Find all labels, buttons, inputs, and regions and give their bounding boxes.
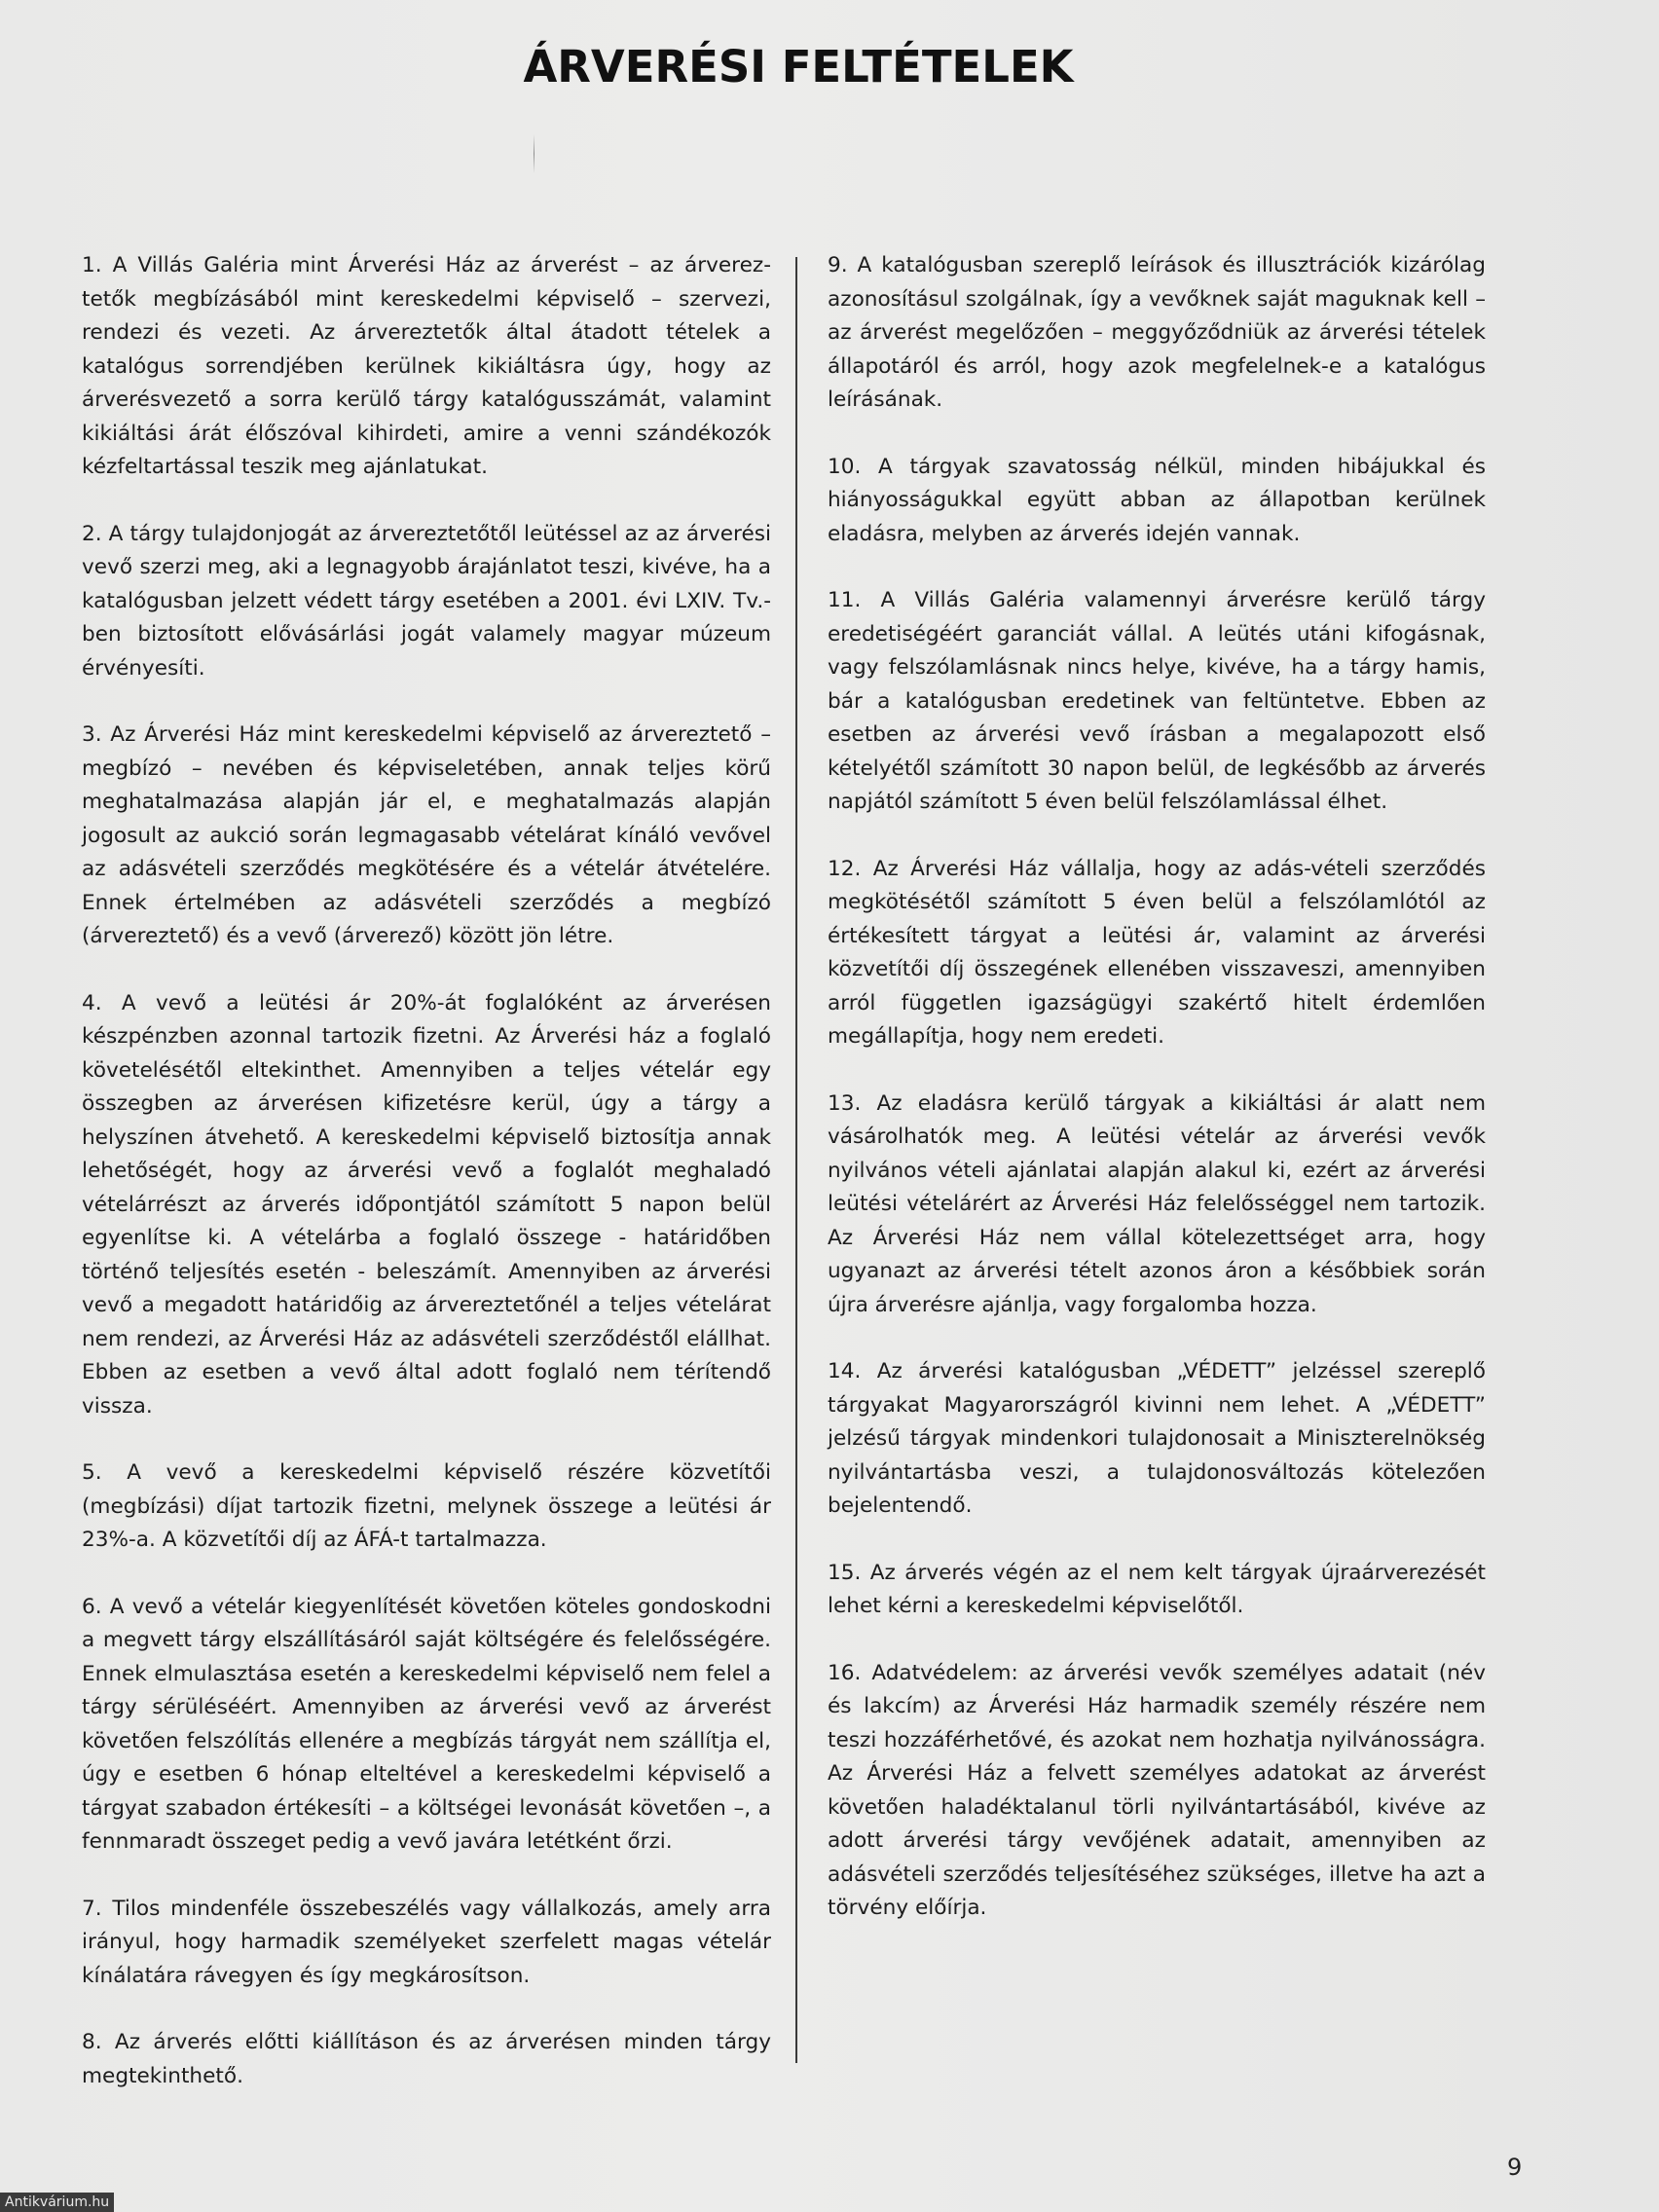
print-mark [534, 134, 535, 173]
condition-paragraph-7: 7. Tilos mindenféle összebeszélés vagy vállalkozás, amely arra irányul, hogy harmadik személyeket szerfelett magas vételár kínálatára rávegyen és így megkárosítson. [82, 1896, 771, 1988]
page-title: ÁRVERÉSI FELTÉTELEK [523, 41, 1074, 92]
condition-paragraph-4: 4. A vevő a leütési ár 20%-át foglalóként az árverésen készpénzben azonnal tartozik fizetni. Az Árverési ház a foglaló követelésétől eltekinthet. Amennyiben a teljes vételár egy összegben az árverésen kifizetésre kerül, úgy a tárgy a helyszínen átvehető. A kereskedelmi képviselő biztosítja annak lehetőségét, hogy az árverési vevő a foglalót meghaladó vételárrészt az árverés időpontjától számított 5 napon belül egyenlítse ki. A vételárba a foglaló összege - határidőben történő teljesítés esetén - beleszámít. Amennyiben az árverési vevő a megadott határidőig az árvereztetőnél a teljes vételárat nem rendezi, az Árverési Ház az adásvételi szerződéstől elállhat. Ebben az esetben a vevő által adott foglaló nem térítendő vissza. [82, 990, 771, 1419]
condition-paragraph-3: 3. Az Árverési Ház mint kereskedelmi képviselő az árvereztető – megbízó – nevében és képviseletében, annak teljes körű meghatalmazása alapján jár el, e meghatalmazás alapján jogosult az aukció során legmagasabb vételárat kínáló vevővel az adásvételi szerződés megkötésére és a vételár átvételére. Ennek értelmében az adásvételi szerződés a megbízó (árvereztető) és a vevő (árverező) között jön létre. [82, 722, 771, 948]
condition-paragraph-16: 16. Adatvédelem: az árverési vevők személyes adatait (név és lakcím) az Árverési Ház harmadik személy részére nem teszi hozzáférhetővé, és azokat nem hozhatja nyilvánosságra. Az Árverési Ház a felvett személyes adatokat az árverést követően haladéktalanul törli nyilvántartásából, kivéve az adott árverési tárgy vevőjének adatait, amennyiben az adásvételi szerződés teljesítéséhez szükséges, illetve ha azt a törvény előírja. [828, 1660, 1486, 1920]
condition-paragraph-14: 14. Az árverési katalógusban „VÉDETT” jelzéssel szereplő tárgyakat Magyarországról kivinni nem lehet. A „VÉDETT” jelzésű tárgyak mindenkori tulajdonosait a Miniszterelnökség nyilvántartásba veszi, a tulajdonosváltozás kötelezően bejelentendő. [828, 1359, 1486, 1518]
watermark: Antikvárium.hu [0, 2193, 114, 2212]
condition-paragraph-10: 10. A tárgyak szavatosság nélkül, minden hibájukkal és hiányosságukkal együtt abban az állapotban kerülnek eladásra, melyben az árverés idején vannak. [828, 454, 1486, 546]
condition-paragraph-9: 9. A katalógusban szereplő leírások és illusztrációk kizárólag azonosításul szolgálnak, így a vevőknek saját maguknak kell – az árverést megelőzően – meggyőződniük az árverési tételek állapotáról és arról, hogy azok megfelelnek-e a katalógus leírásának. [828, 253, 1486, 412]
condition-paragraph-15: 15. Az árverés végén az el nem kelt tárgyak újraárverezését lehet kérni a kereskedelmi képviselőtől. [828, 1560, 1486, 1618]
condition-paragraph-1: 1. A Villás Galéria mint Árverési Ház az árverést – az árvereztetők megbízásából mint kereskedelmi képviselő – szervezi, rendezi és vezeti. Az árvereztetők által átadott tételek a katalógus sorrendjében kerülnek kikiáltásra úgy, hogy az árverésvezető a sorra kerülő tárgy katalógusszámát, valamint kikiáltási árát élőszóval kihirdeti, amire a venni szándékozók kézfeltartással teszik meg ajánlatukat. [82, 253, 771, 479]
condition-paragraph-12: 12. Az Árverési Ház vállalja, hogy az adás-vételi szerződés megkötésétől számított 5 éven belül a felszólamlótól az értékesített tárgyat a leütési ár, valamint az árverési közvetítői díj összegének ellenében visszaveszi, amennyiben arról független igazságügyi szakértő hitelt érdemlően megállapítja, hogy nem eredeti. [828, 856, 1486, 1049]
right-column [828, 249, 1486, 1959]
condition-paragraph-5: 5. A vevő a kereskedelmi képviselő részére közvetítői (megbízási) díjat tartozik fizetni, melynek összege a leütési ár 23%-a. A közvetítői díj az ÁFÁ-t tartalmazza. [82, 1460, 771, 1552]
condition-paragraph-13: 13. Az eladásra kerülő tárgyak a kikiáltási ár alatt nem vásárolhatók meg. A leütési vételár az árverési vevők nyilvános vételi ajánlatai alapján alakul ki, ezért az árverési leütési vételárért az Árverési Ház felelősséggel nem tartozik. Az Árverési Ház nem vállal kötelezettséget arra, hogy ugyanazt az árverési tételt azonos áron a későbbiek során újra árverésre ajánlja, vagy forgalomba hozza. [828, 1090, 1486, 1317]
condition-paragraph-8: 8. Az árverés előtti kiállításon és az árverésen minden tárgy megtekinthető. [82, 2030, 771, 2088]
column-divider [795, 257, 797, 2063]
left-column [82, 249, 771, 2126]
condition-paragraph-11: 11. A Villás Galéria valamennyi árverésre kerülő tárgy eredetiségéért garanciát vállal. A leütés utáni kifogásnak, vagy felszólamlásnak nincs helye, kivéve, ha a tárgy hamis, bár a katalógusban eredetinek van feltüntetve. Ebben az esetben az árverési vevő írásban a megalapozott első kételyétől számított 30 napon belül, de legkésőbb az árverés napjától számított 5 éven belül felszólamlással élhet. [828, 588, 1486, 814]
condition-paragraph-2: 2. A tárgy tulajdonjogát az árvereztetőtől leütéssel az az árverési vevő szerzi meg, aki a legnagyobb árajánlatot teszi, kivéve, ha a katalógusban jelzett védett tárgy esetében a 2001. évi LXIV. Tv.-ben biztosított elővásárlási jogát valamely magyar múzeum érvényesíti. [82, 521, 771, 681]
page-number: 9 [1507, 2154, 1523, 2181]
condition-paragraph-6: 6. A vevő a vételár kiegyenlítését követően köteles gondoskodni a megvett tárgy elszállításáról saját költségére és felelősségére. Ennek elmulasztása esetén a kereskedelmi képviselő nem felel a tárgy sérüléséért. Amennyiben az árverési vevő az árverést követően felszólítás ellenére a megbízás tárgyát nem szállítja el, úgy e esetben 6 hónap elteltével a kereskedelmi képviselő a tárgyat szabadon értékesíti – a költségei levonását követően –, a fennmaradt összeget pedig a vevő javára letétként őrzi. [82, 1594, 771, 1854]
